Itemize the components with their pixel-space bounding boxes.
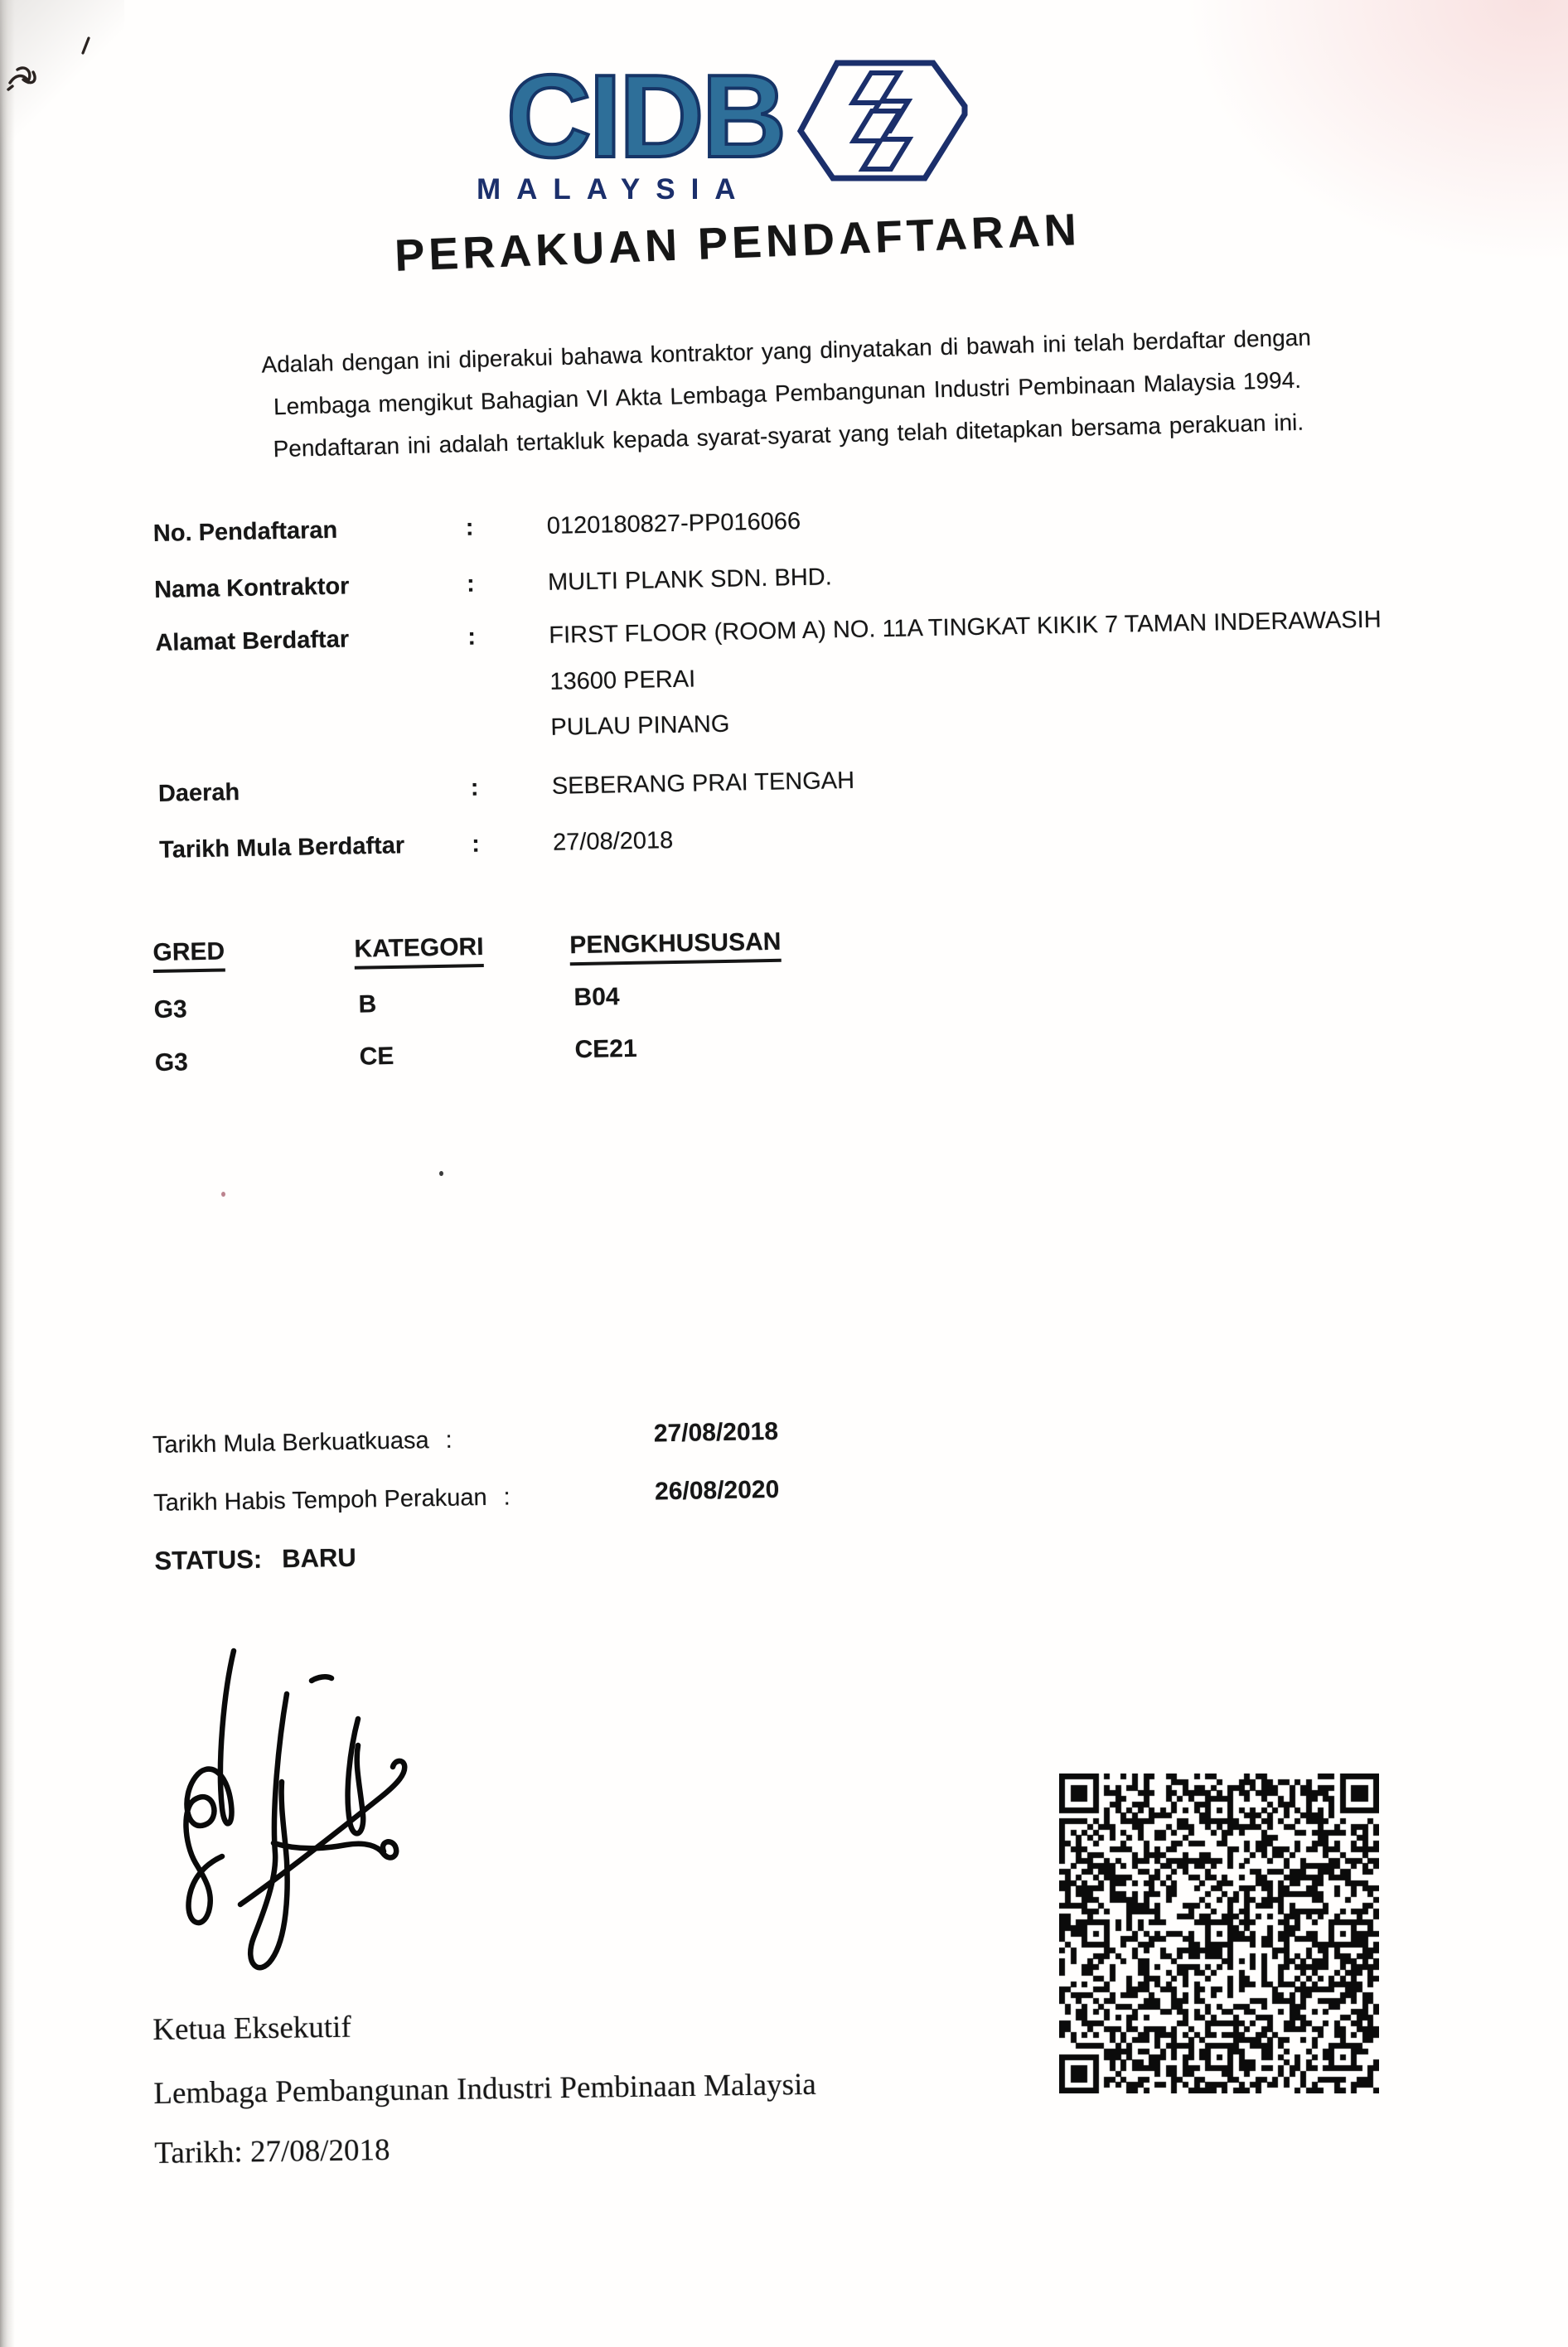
status-value: BARU xyxy=(281,1542,357,1574)
registration-number-value: 0120180827-PP016066 xyxy=(546,508,801,540)
detail-label: Daerah xyxy=(157,779,240,807)
organization-name: Lembaga Pembangunan Industri Pembinaan Malaysia xyxy=(153,2067,816,2111)
logo-brand-text: CIDB xyxy=(506,51,785,182)
detail-label: Nama Kontraktor xyxy=(153,573,350,603)
table-cell-pengkhususan-2: CE21 xyxy=(574,1034,637,1064)
effective-date-label: Tarikh Mula Berkuatkuasa xyxy=(152,1427,429,1459)
address-line-1: FIRST FLOOR (ROOM A) NO. 11A TINGKAT KIKIK 7 TAMAN INDERAWASIH xyxy=(549,606,1382,649)
colon: : xyxy=(445,1426,452,1454)
issue-date-value: 27/08/2018 xyxy=(249,2133,390,2170)
effective-date-value: 27/08/2018 xyxy=(653,1417,779,1448)
detail-label: No. Pendaftaran xyxy=(152,516,338,547)
column-header-kategori: KATEGORI xyxy=(354,933,484,970)
colon: : xyxy=(503,1483,511,1511)
detail-colon: : xyxy=(467,623,477,651)
table-cell-gred-2: G3 xyxy=(154,1048,189,1077)
detail-colon: : xyxy=(466,570,476,598)
detail-colon: : xyxy=(470,774,479,801)
detail-colon: : xyxy=(471,830,481,858)
registration-start-date-value: 27/08/2018 xyxy=(552,827,674,856)
district-value: SEBERANG PRAI TENGAH xyxy=(551,767,855,800)
intro-line-2: Lembaga mengikut Bahagian VI Akta Lembaga Pembangunan Industri Pembinaan Malaysia 1994. xyxy=(273,366,1302,420)
detail-label: Tarikh Mula Berdaftar xyxy=(158,832,405,864)
column-header-pengkhususan: PENGKHUSUSAN xyxy=(569,928,782,965)
table-cell-pengkhususan-1: B04 xyxy=(573,983,620,1012)
document-title: PERAKUAN PENDAFTARAN xyxy=(394,205,1082,281)
column-header-gred: GRED xyxy=(152,937,225,973)
signatory-title: Ketua Eksekutif xyxy=(152,2010,351,2048)
table-cell-kategori-1: B xyxy=(358,990,377,1019)
table-cell-kategori-2: CE xyxy=(359,1042,394,1071)
issue-date-row xyxy=(154,2132,390,2171)
detail-colon: : xyxy=(465,514,474,541)
address-line-3: PULAU PINANG xyxy=(550,710,730,741)
expiry-date-label: Tarikh Habis Tempoh Perakuan xyxy=(152,1483,487,1517)
logo-country-text: MALAYSIA xyxy=(477,173,752,206)
intro-line-1: Adalah dengan ini diperakui bahawa kontraktor yang dinyatakan di bawah ini telah berdaftar dengan xyxy=(261,324,1312,378)
intro-line-3: Pendaftaran ini adalah tertakluk kepada syarat-syarat yang telah ditetapkan bersama perakuan ini. xyxy=(273,409,1304,462)
issue-date-label: Tarikh: xyxy=(154,2135,243,2170)
expiry-date-value: 26/08/2020 xyxy=(654,1475,780,1506)
table-cell-gred-1: G3 xyxy=(153,995,187,1023)
address-line-2: 13600 PERAI xyxy=(549,665,696,695)
detail-label: Alamat Berdaftar xyxy=(155,626,350,656)
contractor-name-value: MULTI PLANK SDN. BHD. xyxy=(547,564,833,596)
status-label: STATUS: xyxy=(154,1544,263,1575)
